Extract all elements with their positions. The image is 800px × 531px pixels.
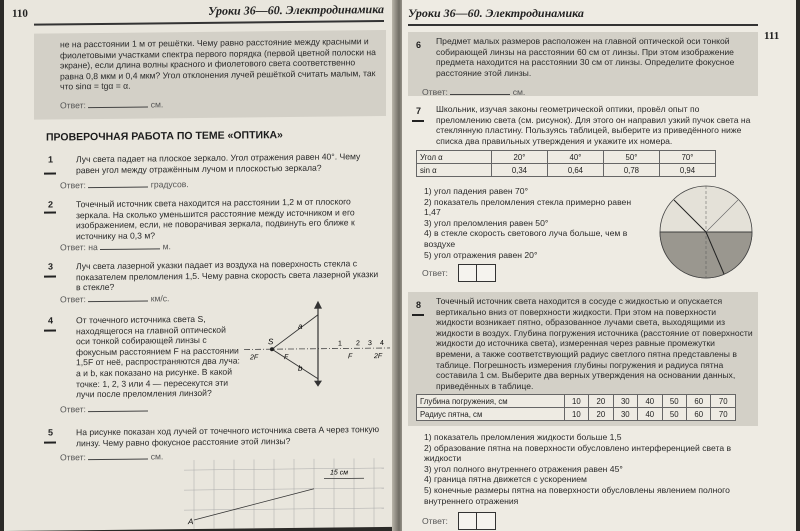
answer-unit: см.: [150, 99, 164, 110]
option-list: [424, 186, 642, 260]
label-f-left: F: [284, 354, 289, 362]
prev-answer: [60, 98, 163, 110]
angle-table: [416, 150, 716, 177]
table-cell: 0,78: [603, 164, 659, 177]
option-item: 3) угол преломления равен 50°: [424, 217, 549, 228]
table-header-cell: sin α: [417, 164, 492, 177]
option-item: 5) угол отражения равен 20°: [424, 249, 538, 260]
table-cell: 30: [613, 408, 637, 421]
task-marker: [44, 275, 56, 277]
table-cell: 70°: [659, 151, 715, 164]
right-page: [402, 0, 796, 531]
table-cell: 0,64: [547, 164, 603, 177]
answer-box-1[interactable]: [458, 512, 478, 530]
answer-field[interactable]: [100, 240, 160, 250]
option-item: 4) граница пятна движется с ускорением: [424, 474, 587, 485]
task-answer: [60, 240, 171, 252]
optical-axis: [244, 348, 390, 350]
answer-label: Ответ:: [60, 180, 86, 191]
book-spread: [4, 0, 796, 531]
task-marker: [44, 172, 56, 174]
label-2f-left: 2F: [250, 354, 259, 362]
answer-unit: см.: [150, 451, 164, 462]
answer-label: Ответ: на: [60, 242, 98, 253]
table-cell: 10: [564, 395, 588, 408]
answer-field[interactable]: [88, 98, 148, 108]
task-text: От точечного источника света S, находящегося на главной оптической оси тонкой собирающей линзы с фокусным расстоянием F на расстоянии 1,5F от неё, распространяются два луча: a и b, как показано на рисунке. В какой точке: 1, 2, 3 или 4 — пересекутся эти лучи после преломления линзой?: [76, 313, 240, 400]
answer-unit: градусов.: [150, 179, 189, 190]
task-number: 8: [416, 300, 422, 310]
answer-box-2[interactable]: [476, 512, 496, 530]
table-cell: 30: [613, 395, 637, 408]
table-header-cell: Глубина погружения, см: [417, 395, 565, 408]
task-text: Точечный источник света находится в сосуде с жидкостью и опускается вертикально вниз от поверхности жидкости. При этом на поверхности жидкости возникает пятно, образованное лучами света, выходящими из жидкости в воздух. Глубина погружения источника (расстояние от поверхности жидкости до источника света), измеренная через равные промежутки времени, а также соответствующий радиус светлого пятна представлены в таблице. Погрешность измерения глубины погружения и радиуса пятна составила 1 см. Выберите два верных утверждения на основании данных, приведённых в таблице.: [436, 296, 753, 391]
point-1: 1: [338, 340, 342, 348]
table-cell: 70: [711, 395, 736, 408]
task-number: 5: [48, 427, 54, 438]
table-cell: 20: [589, 408, 613, 421]
task-marker: [412, 120, 424, 122]
ray-b: [272, 349, 318, 379]
task-number: 6: [416, 40, 422, 50]
table-cell: 0,34: [491, 164, 547, 177]
label-a: a: [298, 321, 303, 331]
table-cell: 20°: [491, 151, 547, 164]
answer-label: Ответ:: [422, 87, 448, 97]
point-3: 3: [368, 340, 372, 348]
table-header-cell: Угол α: [417, 151, 492, 164]
table-header-cell: Радиус пятна, см: [417, 408, 565, 421]
protractor-figure: [656, 180, 756, 284]
answer-field[interactable]: [88, 450, 148, 460]
table-cell: 40°: [547, 151, 603, 164]
grid-figure: [184, 458, 384, 529]
task-answer: [60, 450, 163, 462]
option-item: 3) угол полного внутреннего отражения равен 45°: [424, 463, 623, 474]
answer-field[interactable]: [450, 86, 510, 95]
depth-table: [416, 394, 736, 421]
option-item: 1) показатель преломления жидкости больше 1,5: [424, 432, 622, 442]
option-item: 1) угол падения равен 70°: [424, 186, 529, 196]
table-cell: 40: [638, 395, 662, 408]
table-cell: 50: [662, 408, 686, 421]
answer-label: Ответ:: [422, 516, 448, 526]
task-text: Предмет малых размеров расположен на главной оптической оси тонкой собирающей линзы на расстоянии 60 см от линзы. При этом изображение предмета находится на расстоянии 30 см от линзы. Определите фокусное расстояние этой линзы.: [436, 36, 735, 78]
section-title: ПРОВЕРОЧНАЯ РАБОТА ПО ТЕМЕ «ОПТИКА»: [46, 129, 283, 144]
task-marker: [44, 329, 56, 331]
task-number: 2: [48, 199, 54, 210]
left-page: [4, 0, 396, 531]
answer-label: Ответ:: [60, 100, 86, 111]
grid-lines: [184, 458, 384, 529]
table-row: [417, 151, 716, 164]
ray-a: [272, 315, 318, 349]
answer-box-1[interactable]: [458, 264, 478, 282]
point-a: A: [188, 517, 194, 527]
table-cell: 60: [686, 395, 710, 408]
lens-arrow-top: [314, 301, 322, 309]
task-marker: [412, 314, 424, 316]
page-header-left: [34, 2, 384, 26]
answer-field[interactable]: [88, 402, 148, 412]
table-cell: 40: [638, 408, 662, 421]
task-number: 4: [48, 315, 54, 326]
table-row: [417, 164, 716, 177]
answer-field[interactable]: [88, 292, 148, 302]
task-marker: [44, 211, 56, 213]
answer-label: Ответ:: [60, 404, 86, 415]
table-cell: 50: [662, 395, 686, 408]
task-answer: [422, 516, 448, 526]
prev-task-text: не на расстоянии 1 м от решётки. Чему равно расстояние между красными и фиолетовыми участками спектра первого порядка (первой цветной полоски на экране), если длина волны красного и фиолетового света соответственно равна 0,8 мкм и 0,4 мкм? Угол отклонения лучей решёткой считать малым, так что sinα = tgα = α.: [60, 36, 376, 92]
page-number-right: 111: [764, 30, 780, 42]
task-text: Луч света лазерной указки падает из воздуха на поверхность стекла с показателем преломления 1,5. Чему равна скорость света лазерной указки в стекле?: [76, 258, 379, 293]
label-2f-right: 2F: [374, 353, 383, 361]
task-text: Луч света падает на плоское зеркало. Угол отражения равен 40°. Чему равен угол между отражённым лучом и плоскостью зеркала?: [76, 151, 361, 175]
scale-label: 15 см: [330, 469, 349, 477]
task-answer: [422, 268, 448, 278]
task-number: 7: [416, 106, 422, 116]
task-answer: [422, 86, 525, 97]
answer-unit: км/с.: [150, 293, 170, 304]
answer-label: Ответ:: [60, 294, 86, 305]
table-cell: 0,94: [659, 164, 715, 177]
header-text: Уроки 36—60. Электродинамика: [408, 6, 584, 20]
table-row: [417, 395, 736, 408]
lens-arrow-bottom: [314, 381, 322, 387]
task-number: 3: [48, 261, 54, 272]
task-text: Точечный источник света находится на расстоянии 1,2 м от плоского зеркала. На сколько уменьшится расстояние между источником и его изображением, если, не поворачивая зеркала, подвинуть его ближе к источнику на 0,3 м?: [76, 196, 355, 242]
point-4: 4: [380, 340, 384, 348]
point-2: 2: [356, 340, 360, 348]
table-cell: 70: [711, 408, 736, 421]
page-number-left: 110: [12, 7, 28, 20]
table-cell: 10: [564, 408, 588, 421]
table-cell: 60: [686, 408, 710, 421]
table-cell: 50°: [603, 151, 659, 164]
option-item: 5) конечные размеры пятна на поверхности обусловлены явлением полного внутреннего отражения: [424, 484, 730, 506]
answer-box-2[interactable]: [476, 264, 496, 282]
option-item: 2) образование пятна на поверхности обусловлено интерференцией света в жидкости: [424, 442, 732, 464]
label-b: b: [298, 363, 303, 373]
table-row: [417, 408, 736, 421]
lens-ray-figure: [244, 296, 390, 388]
option-item: 4) в стекле скорость светового луча больше, чем в воздухе: [424, 228, 628, 249]
answer-label: Ответ:: [60, 452, 86, 463]
option-list: [424, 432, 754, 506]
task-number: 1: [48, 154, 54, 165]
answer-field[interactable]: [88, 178, 148, 188]
header-text: Уроки 36—60. Электродинамика: [208, 2, 384, 18]
option-item: 2) показатель преломления стекла примерно равен 1,47: [424, 196, 632, 218]
task-text: Школьник, изучая законы геометрической оптики, провёл опыт по преломлению света (см. рисунок). Для этого он направил узкий пучок света на стеклянную пластину. Пользуясь таблицей, выберите из приведённого ниже списка два правильных утверждения и укажите их номера.: [436, 104, 751, 146]
task-text: На рисунке показан ход лучей от точечного источника света A через тонкую линзу. Чему равно фокусное расстояние этой линзы?: [76, 424, 380, 448]
answer-unit: см.: [512, 87, 526, 97]
answer-unit: м.: [162, 241, 171, 252]
table-cell: 20: [589, 395, 613, 408]
answer-label: Ответ:: [422, 268, 448, 278]
task-marker: [44, 441, 56, 443]
task-answer: [60, 292, 169, 304]
page-header-right: [408, 6, 758, 26]
task-answer: [60, 402, 148, 414]
task-answer: [60, 178, 189, 190]
label-s: S: [268, 337, 274, 347]
label-f-right: F: [348, 353, 353, 361]
